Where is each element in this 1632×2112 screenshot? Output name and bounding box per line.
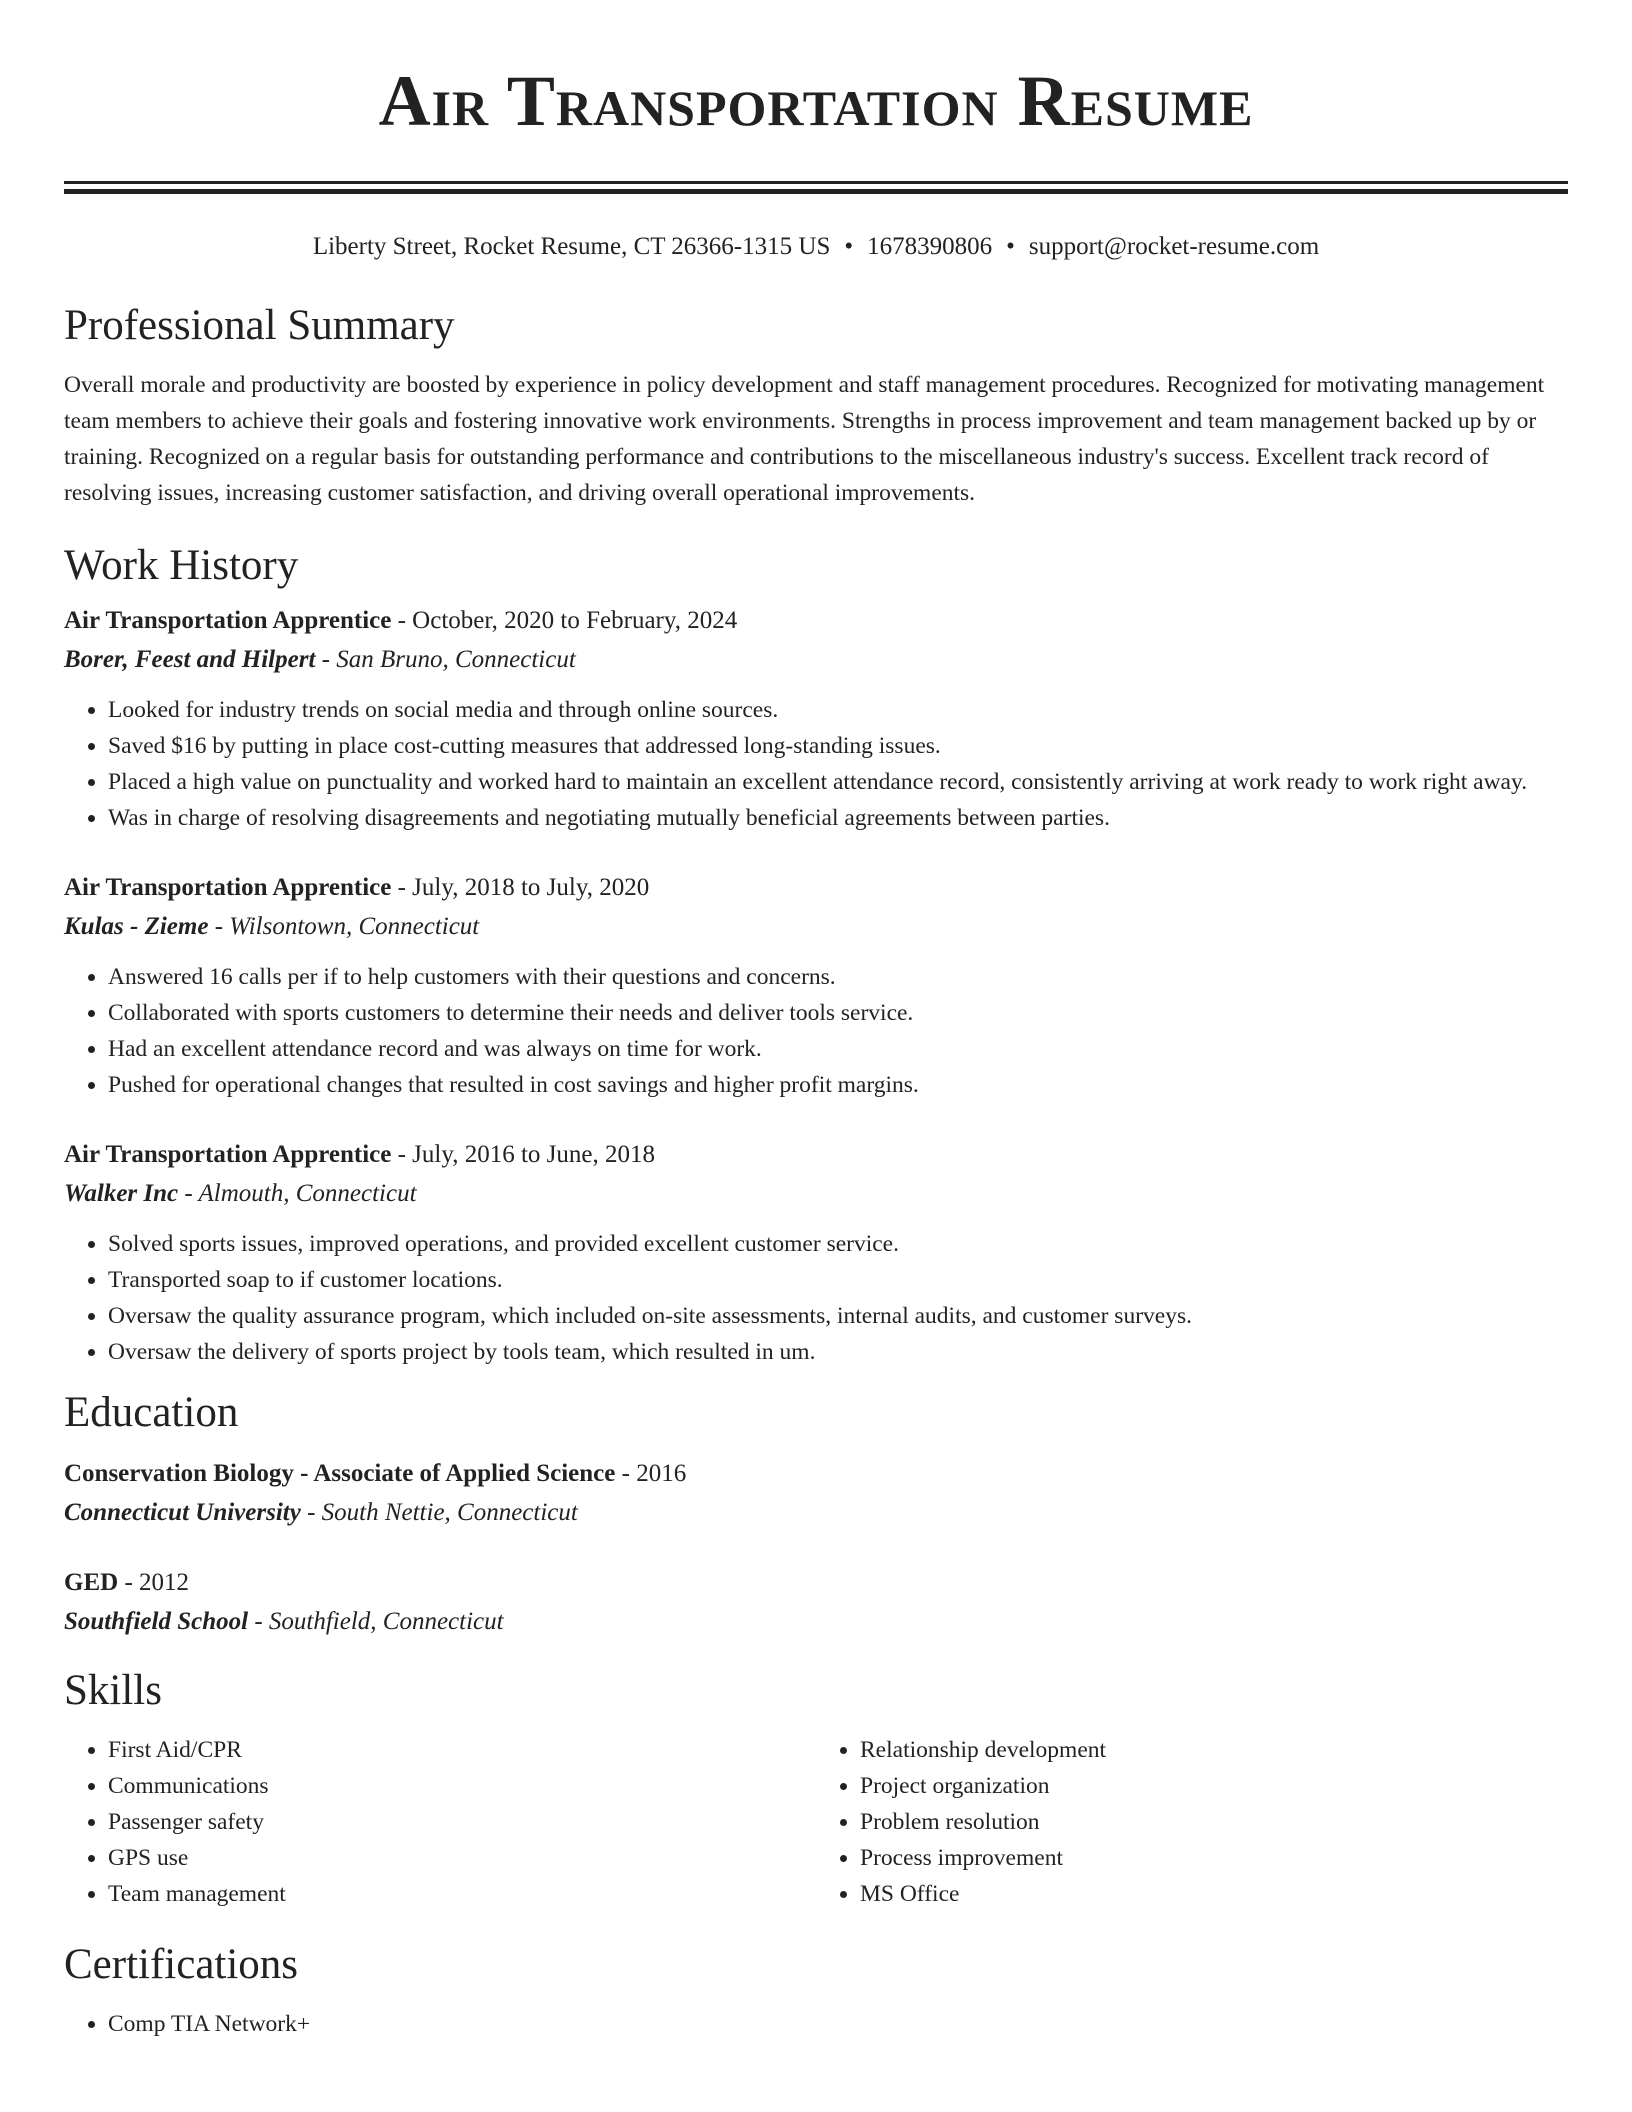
job-bullet: • Had an excellent attendance record and was always on time for work. [108, 1031, 1568, 1067]
title-rule-bottom [64, 189, 1568, 194]
section-title-education: Education [64, 1389, 239, 1436]
certifications-list [64, 2006, 1568, 2042]
skills-list-left [64, 1732, 816, 1912]
job-bullet: • Looked for industry trends on social media and through online sources. [108, 692, 1568, 728]
section-title-certifications: Certifications [64, 1941, 299, 1988]
job-company: Walker Inc [64, 1180, 179, 1207]
education-school: Southfield School [64, 1608, 249, 1635]
job-title: Air Transportation Apprentice [64, 607, 392, 634]
skill-item: • Problem resolution [860, 1804, 1568, 1840]
job-heading [64, 603, 1568, 639]
job-dates: - July, 2018 to July, 2020 [391, 874, 650, 901]
education-degree: Conservation Biology - Associate of Applied Science [64, 1460, 616, 1487]
education-entry [64, 1565, 1568, 1640]
skills-columns [64, 1732, 1568, 1912]
job-entry [64, 603, 1568, 836]
certification-item: • Comp TIA Network+ [108, 2006, 1568, 2042]
education-school-line [64, 1604, 1568, 1640]
job-bullet: • Saved $16 by putting in place cost-cutting measures that addressed long-standing issues. [108, 728, 1568, 764]
education-school-line [64, 1495, 1568, 1531]
job-bullet: • Was in charge of resolving disagreements and negotiating mutually beneficial agreements between parties. [108, 800, 1568, 836]
job-bullet: • Placed a high value on punctuality and worked hard to maintain an excellent attendance record, consistently arriving at work ready to work right away. [108, 764, 1568, 800]
skill-item: • First Aid/CPR [108, 1732, 816, 1768]
job-bullets [64, 692, 1568, 836]
contact-line [64, 231, 1568, 263]
education-entry [64, 1456, 1568, 1531]
job-heading [64, 1137, 1568, 1173]
contact-separator: • [1006, 233, 1015, 260]
section-title-summary: Professional Summary [64, 302, 455, 349]
job-heading [64, 870, 1568, 906]
contact-separator: • [844, 233, 854, 260]
job-bullet: • Pushed for operational changes that resulted in cost savings and higher profit margins. [108, 1067, 1568, 1103]
education-year: - 2012 [118, 1569, 190, 1596]
section-title-skills: Skills [64, 1667, 162, 1714]
job-company: Kulas - Zieme [64, 913, 209, 940]
education-heading [64, 1565, 1568, 1601]
title-rule-top [64, 181, 1568, 184]
job-entry [64, 870, 1568, 1103]
job-bullet: • Collaborated with sports customers to determine their needs and deliver tools service. [108, 995, 1568, 1031]
contact-phone: 1678390806 [867, 233, 993, 260]
section-title-work-history: Work History [64, 542, 299, 589]
skill-item: • Team management [108, 1876, 816, 1912]
job-location: - San Bruno, Connecticut [315, 646, 576, 673]
education-degree: GED [64, 1569, 119, 1596]
skill-item: • Project organization [860, 1768, 1568, 1804]
job-entry [64, 1137, 1568, 1370]
job-bullets [64, 959, 1568, 1103]
education-location: - Southfield, Connecticut [248, 1608, 504, 1635]
summary-text: Overall morale and productivity are boosted by experience in policy development and staff management procedures. Recognized for motivating management team members to achieve their goals and fostering innovative work environments. Strengths in process improvement and team management backed up by or training. Recognized on a regular basis for outstanding performance and contributions to the miscellaneous industry's success. Excellent track record of resolving issues, increasing customer satisfaction, and driving overall operational improvements. [64, 372, 1545, 506]
job-bullet: • Answered 16 calls per if to help customers with their questions and concerns. [108, 959, 1568, 995]
contact-address: Liberty Street, Rocket Resume, CT 26366-1315 US [312, 233, 831, 260]
job-bullet: • Solved sports issues, improved operations, and provided excellent customer service. [108, 1226, 1568, 1262]
skill-item: • Relationship development [860, 1732, 1568, 1768]
skill-item: • MS Office [860, 1876, 1568, 1912]
skills-list-right [816, 1732, 1568, 1912]
job-location: - Almouth, Connecticut [178, 1180, 417, 1207]
skill-item: • Process improvement [860, 1840, 1568, 1876]
education-school: Connecticut University [64, 1499, 301, 1526]
job-dates: - October, 2020 to February, 2024 [391, 607, 738, 634]
skill-item: • GPS use [108, 1840, 816, 1876]
job-bullet: • Oversaw the quality assurance program, which included on-site assessments, internal audits, and customer surveys. [108, 1298, 1568, 1334]
job-bullets [64, 1226, 1568, 1370]
job-bullet: • Oversaw the delivery of sports project by tools team, which resulted in um. [108, 1334, 1568, 1370]
education-year: - 2016 [615, 1460, 687, 1487]
education-location: - South Nettie, Connecticut [300, 1499, 578, 1526]
job-employer [64, 909, 1568, 945]
skill-item: • Communications [108, 1768, 816, 1804]
job-company: Borer, Feest and Hilpert [64, 646, 316, 673]
contact-email: support@rocket-resume.com [1028, 233, 1320, 260]
job-title: Air Transportation Apprentice [64, 874, 392, 901]
job-title: Air Transportation Apprentice [64, 1141, 392, 1168]
skill-item: • Passenger safety [108, 1804, 816, 1840]
job-location: - Wilsontown, Connecticut [208, 913, 480, 940]
resume-title: Air Transportation Resume [378, 61, 1254, 141]
job-employer [64, 642, 1568, 678]
job-dates: - July, 2016 to June, 2018 [391, 1141, 655, 1168]
education-heading [64, 1456, 1568, 1492]
job-employer [64, 1176, 1568, 1212]
job-bullet: • Transported soap to if customer locations. [108, 1262, 1568, 1298]
